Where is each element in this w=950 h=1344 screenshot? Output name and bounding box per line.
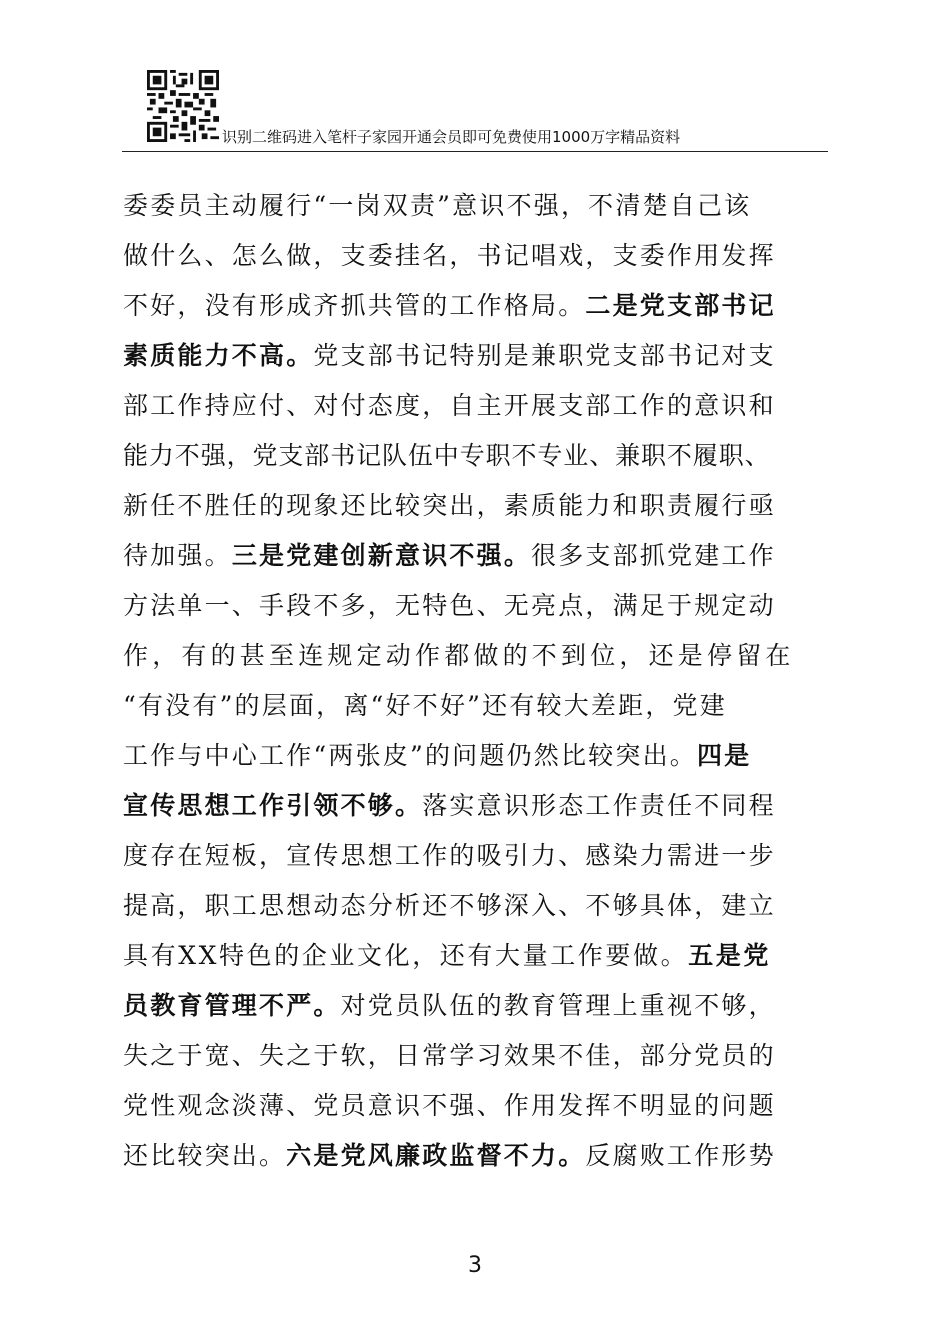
text-line: 做什么、怎么做，支委挂名，书记唱戏，支委作用发挥 bbox=[123, 241, 776, 270]
text-line: 部工作持应付、对付态度，自主开展支部工作的意识和 bbox=[123, 391, 776, 420]
text-line: 不好，没有形成齐抓共管的工作格局。二是党支部书记 bbox=[123, 291, 776, 320]
document-body bbox=[123, 181, 843, 1181]
text-line: 员教育管理不严。对党员队伍的教育管理上重视不够， bbox=[123, 991, 776, 1020]
text-line: 能力不强，党支部书记队伍中专职不专业、兼职不履职、 bbox=[123, 441, 771, 470]
bold-heading: 三是党建创新意识不强。 bbox=[231, 541, 532, 570]
bold-heading: 二是党支部书记 bbox=[585, 291, 776, 320]
bold-heading: 宣传思想工作引领不够。 bbox=[123, 791, 423, 820]
text-line: “有没有”的层面，离“好不好”还有较大差距，党建 bbox=[123, 691, 727, 720]
text-line: 宣传思想工作引领不够。落实意识形态工作责任不同程 bbox=[123, 791, 776, 820]
bold-heading: 四是 bbox=[696, 741, 752, 770]
text-line: 委委员主动履行“一岗双责”意识不强，不清楚自己该 bbox=[123, 191, 752, 220]
bold-heading: 六是党风廉政监督不力。 bbox=[286, 1141, 586, 1170]
text-line: 方法单一、手段不多，无特色、无亮点，满足于规定动 bbox=[123, 591, 776, 620]
text-line: 党性观念淡薄、党员意识不强、作用发挥不明显的问题 bbox=[123, 1091, 776, 1120]
bold-heading: 素质能力不高。 bbox=[123, 341, 314, 370]
text-line: 待加强。三是党建创新意识不强。很多支部抓党建工作 bbox=[123, 541, 776, 570]
text-line: 还比较突出。六是党风廉政监督不力。反腐败工作形势 bbox=[123, 1141, 776, 1170]
header-rule bbox=[122, 151, 828, 152]
text-line: 提高，职工思想动态分析还不够深入、不够具体，建立 bbox=[123, 891, 776, 920]
text-line: 度存在短板，宣传思想工作的吸引力、感染力需进一步 bbox=[123, 841, 776, 870]
page-number: 3 bbox=[468, 1253, 482, 1278]
bold-heading: 五是党 bbox=[688, 941, 772, 970]
text-line: 具有XX特色的企业文化，还有大量工作要做。五是党 bbox=[123, 941, 772, 970]
text-line: 失之于宽、失之于软，日常学习效果不佳，部分党员的 bbox=[123, 1041, 776, 1070]
text-line: 新任不胜任的现象还比较突出，素质能力和职责履行亟 bbox=[123, 491, 776, 520]
header-note: 识别二维码进入笔杆子家园开通会员即可免费使用1000万字精品资料 bbox=[222, 128, 681, 146]
text-line: 素质能力不高。党支部书记特别是兼职党支部书记对支 bbox=[123, 341, 776, 370]
text-line: 工作与中心工作“两张皮”的问题仍然比较突出。四是 bbox=[123, 741, 752, 770]
bold-heading: 员教育管理不严。 bbox=[123, 991, 341, 1020]
qr-code-icon bbox=[147, 70, 219, 142]
text-line: 作，有的甚至连规定动作都做的不到位，还是停留在 bbox=[123, 641, 795, 670]
